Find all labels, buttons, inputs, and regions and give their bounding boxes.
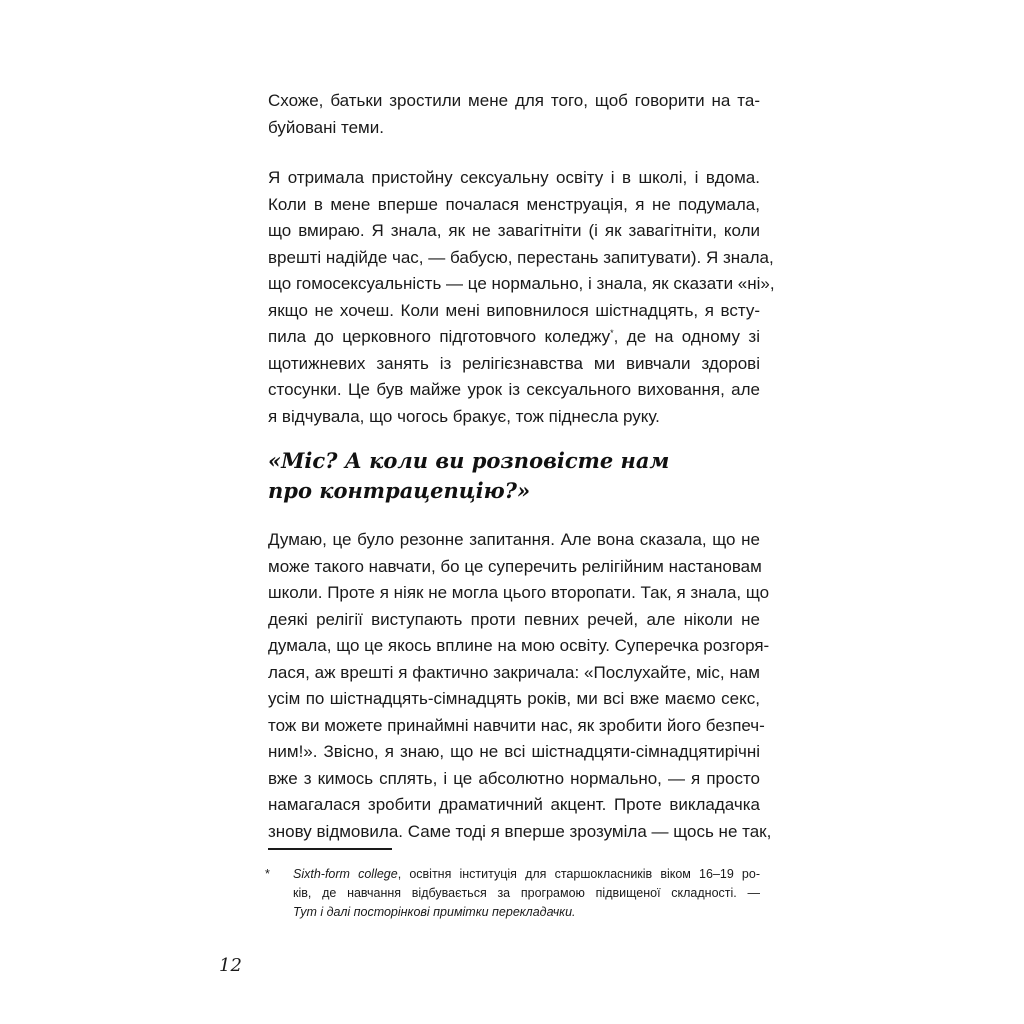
paragraph-line: врешті надійде час, — бабусю, перестань запитувати). Я знала,	[268, 247, 774, 267]
paragraph-line: Я отримала пристойну сексуальну освіту і в школі, і вдома.	[268, 168, 760, 187]
paragraph-line: школи. Проте я ніяк не могла цього второпати. Так, я знала, що	[268, 583, 770, 602]
heading-line: «Міс? А коли ви розповісте нам	[268, 448, 670, 473]
paragraph-line: думала, що це якось вплине на мою освіту. Суперечка розгоря-	[268, 636, 770, 655]
footnote-marker: *	[265, 867, 270, 881]
paragraph-line-with-footnote-ref: пила до церковного підготовчого коледжу*, де на одному зі	[268, 327, 760, 346]
paragraph-line: вже з кимось сплять, і це абсолютно нормально, — я просто	[268, 768, 760, 788]
page-number: 12	[219, 955, 242, 976]
paragraph-1	[268, 88, 760, 141]
paragraph-line: якщо не хочеш. Коли мені виповнилося шістнадцять, я всту-	[268, 300, 760, 320]
paragraph-line: щотижневих занять із релігієзнавства ми вивчали здорові	[268, 353, 760, 373]
paragraph-line: що вмираю. Я знала, як не завагітніти (і як завагітніти, коли	[268, 221, 760, 240]
paragraph-3	[268, 527, 772, 845]
paragraph-line: буйовані теми.	[268, 117, 384, 137]
paragraph-line: Думаю, це було резонне запитання. Але вона сказала, що не	[268, 530, 760, 549]
paragraph-line: усім по шістнадцять-сімнадцять років, ми всі вже маємо секс,	[268, 689, 760, 708]
paragraph-line: тож ви можете принаймні навчити нас, як зробити його безпеч-	[268, 715, 765, 735]
footnote-term: Sixth-form college	[293, 867, 398, 881]
paragraph-line: знову відмовила. Саме тоді я вперше зрозуміла — щось не так,	[268, 821, 772, 841]
heading-line: про контрацепцію?»	[268, 478, 531, 503]
footnote-reference: *	[610, 328, 614, 338]
paragraph-line: деякі релігії виступають проти певних речей, але ніколи не	[268, 609, 760, 629]
section-heading	[268, 446, 760, 506]
paragraph-line: стосунки. Це був майже урок із сексуального виховання, але	[268, 380, 760, 399]
footnote-line: ків, де навчання відбувається за програмою підвищеної складності. —	[293, 886, 760, 900]
footnote-line: Sixth-form college, освітня інституція для старшокласників віком 16–19 ро-	[293, 867, 761, 881]
paragraph-line: я відчувала, що чогось бракує, тож піднесла руку.	[268, 406, 660, 426]
paragraph-line: що гомосексуальність — це нормально, і знала, як сказати «ні»,	[268, 274, 775, 293]
paragraph-line: лася, аж врешті я фактично закричала: «Послухайте, міс, нам	[268, 662, 760, 682]
paragraph-line: може такого навчати, бо це суперечить релігійним настановам	[268, 556, 762, 576]
paragraph-2	[268, 165, 775, 430]
footnote-divider	[268, 848, 392, 850]
footnote-line: Тут і далі посторінкові примітки перекладачки.	[293, 905, 576, 919]
paragraph-line: Схоже, батьки зростили мене для того, щоб говорити на та-	[268, 91, 760, 110]
paragraph-line: ним!». Звісно, я знаю, що не всі шістнадцяти-сімнадцятирічні	[268, 742, 760, 761]
paragraph-line: Коли в мене вперше почалася менструація, я не подумала,	[268, 194, 760, 214]
paragraph-line: намагалася зробити драматичний акцент. Проте викладачка	[268, 795, 760, 814]
footnote	[265, 865, 761, 922]
